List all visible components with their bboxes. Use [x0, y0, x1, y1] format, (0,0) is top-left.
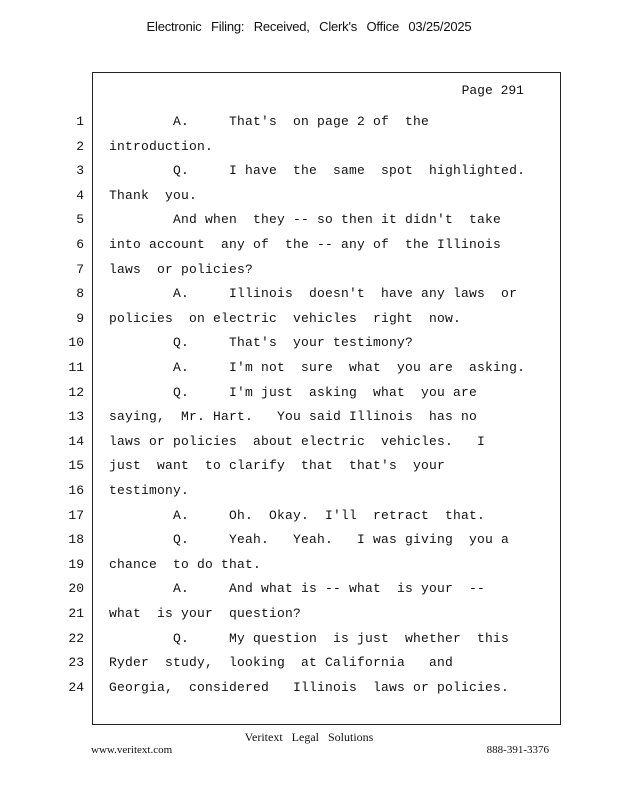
transcript-line: Q. Yeah. Yeah. I was giving you a: [109, 532, 510, 548]
transcript-line: Ryder study, looking at California and: [109, 655, 454, 671]
transcript-line: what is your question?: [109, 606, 302, 621]
transcript-line: A. I'm not sure what you are asking.: [109, 360, 526, 375]
transcript-line: Q. My question is just whether this: [109, 630, 510, 646]
transcript-line: A. Oh. Okay. I'll retract that.: [109, 507, 486, 523]
line-number: 2: [76, 138, 84, 154]
filing-stamp: Electronic Filing: Received, Clerk's Office 03/25/2025: [146, 19, 472, 34]
line-number: 13: [68, 409, 84, 425]
line-number: 20: [68, 581, 84, 597]
line-number: 7: [76, 261, 84, 277]
transcript-line: And when they -- so then it didn't take: [109, 212, 502, 228]
transcript-line: A. Illinois doesn't have any laws or: [109, 286, 518, 302]
line-number: 8: [76, 286, 84, 302]
line-number: 18: [68, 532, 84, 548]
line-number: 4: [76, 187, 84, 203]
transcript-line: Q. I'm just asking what you are: [109, 384, 478, 400]
transcript-line: Georgia, considered Illinois laws or policies.: [109, 679, 510, 695]
page-number: Page 291: [461, 83, 524, 98]
footer-company: Veritext Legal Solutions: [244, 730, 374, 744]
line-number: 24: [68, 679, 84, 695]
line-number: 14: [68, 433, 84, 449]
transcript-line: Q. That's your testimony?: [109, 335, 414, 351]
transcript-line: testimony.: [109, 483, 190, 498]
transcript-line: laws or policies?: [109, 261, 254, 277]
footer-website: www.veritext.com: [91, 744, 173, 756]
transcript-line: just want to clarify that that's your: [109, 458, 446, 474]
transcript-line: A. That's on page 2 of the: [109, 114, 430, 129]
transcript-line: introduction.: [109, 138, 214, 154]
transcript-line: into account any of the -- any of the Illinois: [109, 237, 502, 252]
line-number: 21: [68, 606, 84, 621]
line-number: 11: [68, 360, 84, 375]
footer-phone: 888-391-3376: [486, 744, 549, 756]
line-number: 23: [68, 655, 84, 671]
transcript-line: Thank you.: [109, 187, 198, 203]
line-number: 10: [68, 335, 84, 351]
line-number: 12: [68, 384, 84, 400]
line-number: 3: [76, 163, 84, 179]
line-number: 15: [68, 458, 84, 474]
line-number: 17: [68, 507, 84, 523]
transcript-line: Q. I have the same spot highlighted.: [109, 163, 526, 179]
transcript-line: policies on electric vehicles right now.: [109, 310, 462, 326]
line-number: 1: [76, 114, 84, 129]
transcript-line: A. And what is -- what is your --: [109, 581, 486, 597]
line-number: 22: [68, 630, 84, 646]
line-number: 5: [76, 212, 84, 228]
line-number: 6: [76, 237, 84, 252]
transcript-line: chance to do that.: [109, 556, 262, 572]
transcript-line: laws or policies about electric vehicles. I: [109, 433, 486, 449]
transcript-line: saying, Mr. Hart. You said Illinois has no: [109, 409, 478, 425]
line-number: 19: [68, 556, 84, 572]
line-number: 9: [76, 310, 84, 326]
line-number: 16: [68, 483, 84, 498]
